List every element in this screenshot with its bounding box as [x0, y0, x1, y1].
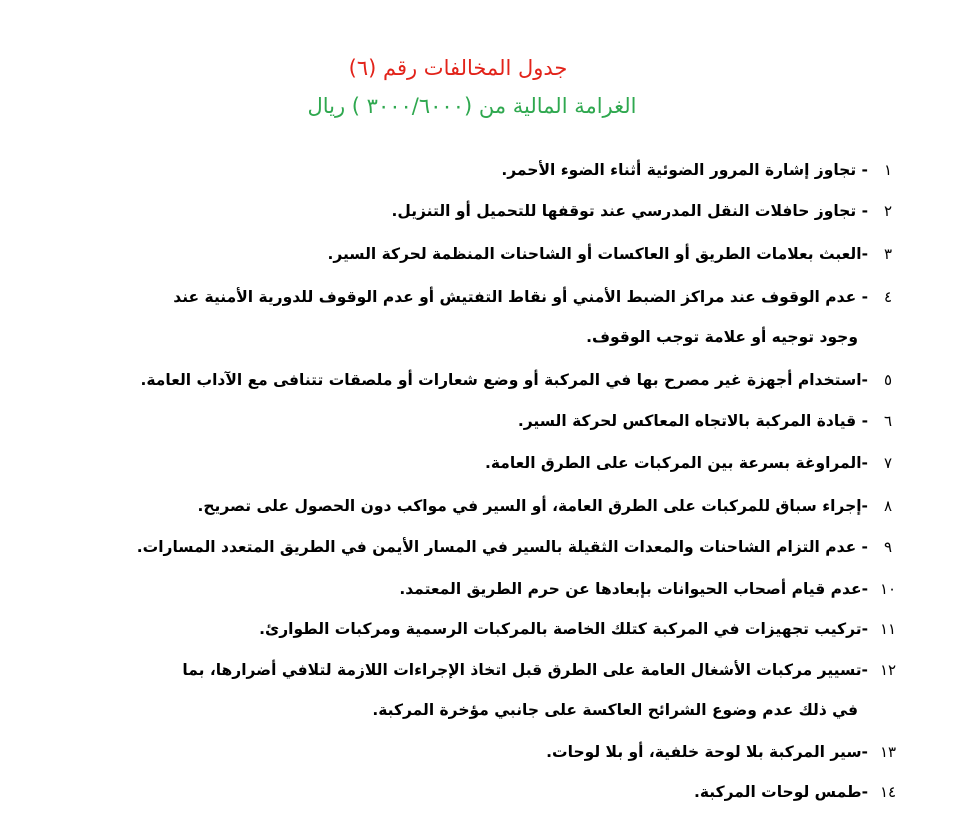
violation-number: ٤: [883, 288, 893, 306]
page-title: جدول المخالفات رقم (٦): [348, 56, 568, 80]
violation-text: -العبث بعلامات الطريق أو العاكسات أو الشاحنات المنظمة لحركة السير.: [327, 245, 868, 263]
violation-text: -إجراء سباق للمركبات على الطرق العامة، أو السير في مواكب دون الحصول على تصريح.: [197, 497, 868, 515]
violation-text: -المراوغة بسرعة بين المركبات على الطرق العامة.: [484, 454, 868, 472]
violation-text-continued: في ذلك عدم وضوع الشرائح العاكسة على جانبي مؤخرة المركبة.: [372, 701, 858, 719]
violation-text: -سير المركبة بلا لوحة خلفية، أو بلا لوحات.: [546, 743, 868, 761]
violation-number: ٩: [883, 538, 893, 556]
violation-text: -طمس لوحات المركبة.: [693, 783, 868, 801]
fine-subtitle: الغرامة المالية من (٣٠٠٠/٦٠٠٠ ) ريال: [307, 94, 637, 118]
violation-number: ١٣: [879, 743, 897, 761]
violation-number: ٦: [883, 412, 893, 430]
violation-text: -تركيب تجهيزات في المركبة كتلك الخاصة بالمركبات الرسمية ومركبات الطوارئ.: [259, 620, 868, 638]
violation-number: ١٢: [879, 661, 897, 679]
violation-text: - عدم التزام الشاحنات والمعدات الثقيلة بالسير في المسار الأيمن في الطريق المتعدد المسارات.: [136, 538, 868, 556]
violation-number: ١٠: [879, 580, 897, 598]
violation-number: ١٤: [879, 783, 897, 801]
violation-text: - تجاوز إشارة المرور الضوئية أثناء الضوء الأحمر.: [501, 161, 868, 179]
violation-number: ٥: [883, 371, 893, 389]
violation-text-continued: وجود توجيه أو علامة توجب الوقوف.: [586, 328, 858, 346]
violation-text: - قيادة المركبة بالاتجاه المعاكس لحركة السير.: [517, 412, 868, 430]
violation-number: ١: [883, 161, 893, 179]
violation-number: ٧: [883, 454, 893, 472]
violation-text: -استخدام أجهزة غير مصرح بها في المركبة أو وضع شعارات أو ملصقات تتنافى مع الآداب العامة.: [140, 371, 868, 389]
violation-text: -تسيير مركبات الأشغال العامة على الطرق قبل اتخاذ الإجراءات اللازمة لتلافي أضرارها، بما: [182, 661, 868, 679]
violation-number: ٣: [883, 245, 893, 263]
violation-text: -عدم قيام أصحاب الحيوانات بإبعادها عن حرم الطريق المعتمد.: [399, 580, 868, 598]
violation-text: - عدم الوقوف عند مراكز الضبط الأمني أو نقاط التفتيش أو عدم الوقوف للدورية الأمنية عند: [173, 288, 868, 306]
violation-number: ١١: [879, 620, 897, 638]
violation-number: ٨: [883, 497, 893, 515]
violation-number: ٢: [883, 202, 893, 220]
violation-text: - تجاوز حافلات النقل المدرسي عند توقفها للتحميل أو التنزيل.: [391, 202, 868, 220]
